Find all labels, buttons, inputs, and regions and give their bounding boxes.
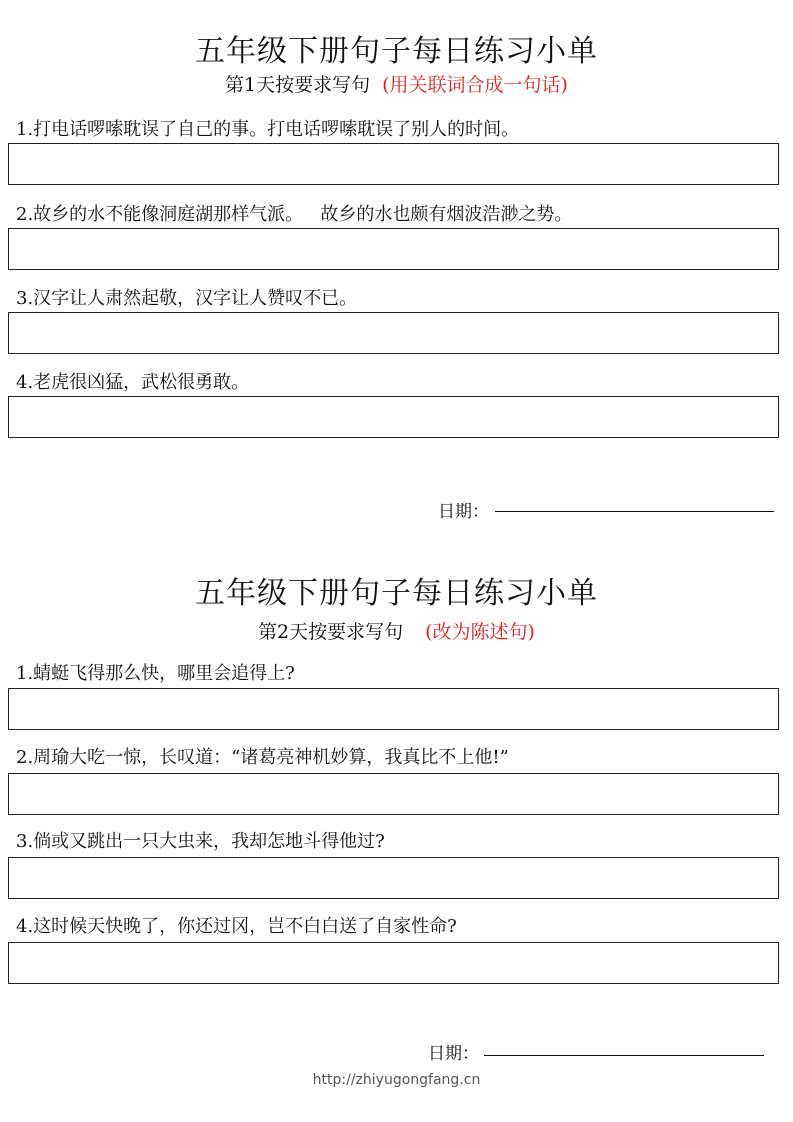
day-label: 第1天按要求写句 — [225, 74, 371, 96]
instruction-label: (改为陈述句) — [425, 621, 535, 643]
answer-box[interactable] — [8, 143, 779, 185]
answer-box[interactable] — [8, 857, 779, 899]
question-text: 3.倘或又跳出一只大虫来，我却怎地斗得他过? — [16, 831, 385, 852]
question-text: 4.老虎很凶猛，武松很勇敢。 — [16, 372, 250, 393]
instruction-label: (用关联词合成一句话) — [382, 74, 568, 96]
day-label: 第2天按要求写句 — [258, 621, 404, 643]
answer-box[interactable] — [8, 942, 779, 984]
question-text: 2.故乡的水不能像洞庭湖那样气派。 故乡的水也颇有烟波浩渺之势。 — [16, 204, 573, 225]
answer-box[interactable] — [8, 312, 779, 354]
question-text: 2.周瑜大吃一惊，长叹道：“诸葛亮神机妙算，我真比不上他!” — [16, 747, 509, 768]
answer-box[interactable] — [8, 773, 779, 815]
worksheet-title-day1: 五年级下册句子每日练习小单 — [195, 34, 598, 69]
answer-box[interactable] — [8, 228, 779, 270]
worksheet-title-day2: 五年级下册句子每日练习小单 — [195, 576, 598, 611]
date-input-line[interactable] — [484, 1055, 764, 1056]
worksheet-subtitle-day1 — [0, 70, 793, 97]
answer-box[interactable] — [8, 396, 779, 438]
question-text: 3.汉字让人肃然起敬，汉字让人赞叹不已。 — [16, 288, 358, 309]
question-text: 4.这时候天快晚了，你还过冈，岂不白白送了自家性命? — [16, 916, 457, 937]
date-label: 日期： — [438, 502, 489, 522]
question-text: 1.打电话啰嗦耽误了自己的事。打电话啰嗦耽误了别人的时间。 — [16, 119, 520, 140]
date-label: 日期： — [428, 1044, 479, 1064]
date-input-line[interactable] — [495, 511, 774, 512]
question-text: 1.蜻蜓飞得那么快，哪里会追得上? — [16, 663, 295, 684]
footer-url[interactable]: http://zhiyugongfang.cn — [312, 1072, 481, 1088]
worksheet-subtitle-day2 — [0, 617, 793, 644]
answer-box[interactable] — [8, 688, 779, 730]
